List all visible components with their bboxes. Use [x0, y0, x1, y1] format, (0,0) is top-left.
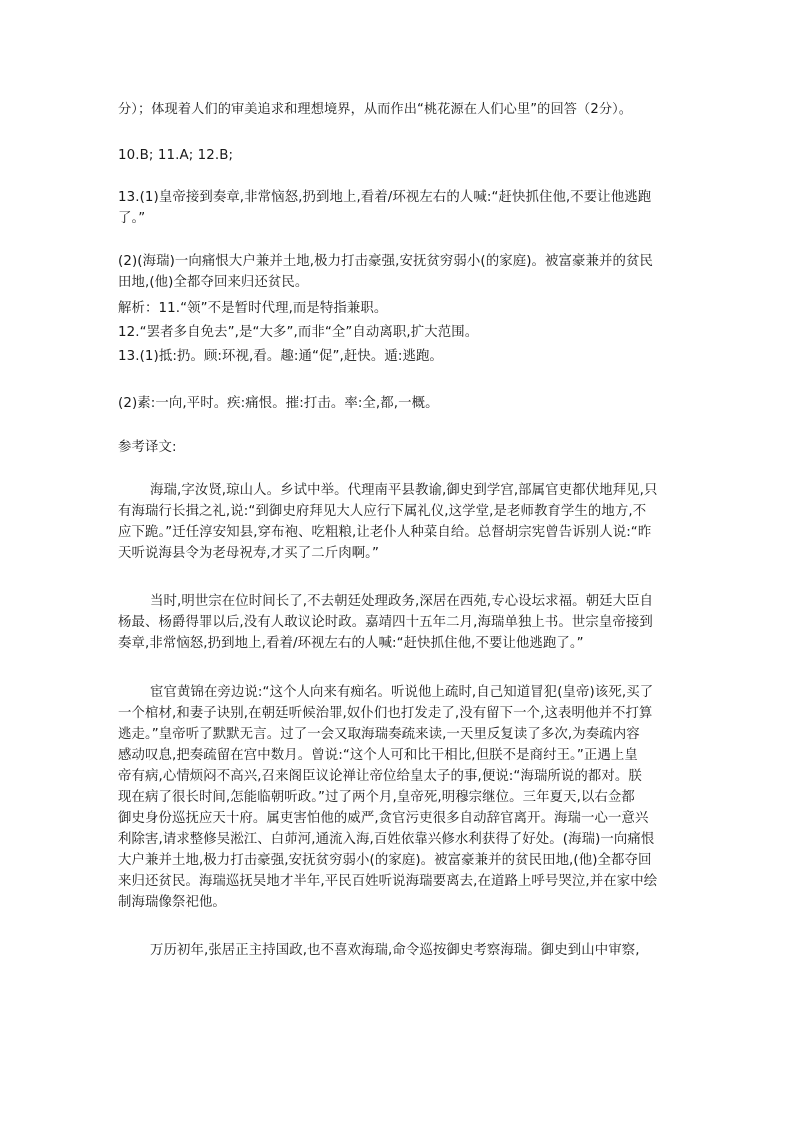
paragraph-line: 帝有病,心情烦闷不高兴,召来阁臣议论禅让帝位给皇太子的事,便说:“海瑞所说的都对。朕 — [118, 769, 642, 784]
explanation-line: 解析：11.“领”不是暂时代理,而是特指兼职。 — [118, 301, 388, 316]
paragraph-line: 逃走。”皇帝听了默默无言。过了一会又取海瑞奏疏来读,一天里反复读了多次,为奏疏内容 — [118, 727, 640, 742]
q13-2-line: 田地,(他)全都夺回来归还贫民。 — [118, 275, 309, 290]
paragraph-line: 现在病了很长时间,怎能临朝听政。”过了两个月,皇帝死,明穆宗继位。三年夏天,以右佥都 — [118, 790, 635, 805]
paragraph-line: 有海瑞行长揖之礼,说:“到御史府拜见大人应行下属礼仪,这学堂,是老师教育学生的地方,不 — [118, 504, 647, 519]
paragraph-line: 来归还贫民。海瑞巡抚吴地才半年,平民百姓听说海瑞要离去,在道路上呼号哭泣,并在家中绘 — [118, 874, 658, 889]
paragraph-line: 杨最、杨爵得罪以后,没有人敢议论时政。嘉靖四十五年二月,海瑞单独上书。世宗皇帝接到 — [118, 615, 653, 630]
translation-heading: 参考译文: — [118, 440, 177, 455]
q13-1-line: 了。” — [118, 211, 146, 226]
paragraph-line: 感动叹息,把奏疏留在宫中数月。曾说:“这个人可和比干相比,但朕不是商纣王。”正遇上皇 — [118, 748, 638, 763]
paragraph-line: 大户兼并土地,极力打击豪强,安抚贫穷弱小(的家庭)。被富豪兼并的贫民田地,(他)全都夺回 — [118, 853, 652, 868]
q13-1-line: 13.(1)皇帝接到奏章,非常恼怒,扔到地上,看着/环视左右的人喊:“赶快抓住他,不要让他逃跑 — [118, 190, 652, 205]
answer-end-line: 分）；体现着人们的审美追求和理想境界，从而作出“桃花源在人们心里”的回答（2分）。 — [118, 102, 633, 117]
paragraph-line: 奏章,非常恼怒,扔到地上,看着/环视左右的人喊:“赶快抓住他,不要让他逃跑了。” — [118, 636, 584, 651]
paragraph-line: 宦官黄锦在旁边说:“这个人向来有痴名。听说他上疏时,自己知道冒犯(皇帝)该死,买了 — [150, 685, 654, 700]
q13-2-line: (2)(海瑞)一向痛恨大户兼并土地,极力打击豪强,安抚贫穷弱小(的家庭)。被富豪兼并的贫民 — [118, 254, 653, 269]
explanation-line: 12.“罢者多自免去”,是“大多”,而非“全”自动离职,扩大范围。 — [118, 325, 479, 340]
paragraph-line: 海瑞,字汝贤,琼山人。乡试中举。代理南平县教谕,御史到学宫,部属官吏都伏地拜见,只 — [150, 483, 658, 498]
paragraph-line: 万历初年,张居正主持国政,也不喜欢海瑞,命令巡按御史考察海瑞。御史到山中审察, — [150, 943, 640, 958]
paragraph-line: 一个棺材,和妻子诀别,在朝廷听候治罪,奴仆们也打发走了,没有留下一个,这表明他并不打算 — [118, 706, 653, 721]
paragraph-line: 应下跪。”迁任淳安知县,穿布袍、吃粗粮,让老仆人种菜自给。总督胡宗宪曾告诉别人说:“昨 — [118, 525, 652, 540]
answers-line: 10.B; 11.A; 12.B; — [118, 148, 234, 163]
paragraph-line: 利除害,请求整修吴淞江、白茆河,通流入海,百姓依靠兴修水利获得了好处。(海瑞)一向痛恨 — [118, 832, 655, 847]
explanation-line: (2)素:一向,平时。疾:痛恨。摧:打击。率:全,都,一概。 — [118, 396, 439, 411]
paragraph-line: 制海瑞像祭祀他。 — [118, 895, 226, 910]
paragraph-line: 御史身份巡抚应天十府。属吏害怕他的威严,贪官污吏很多自动辞官离开。海瑞一心一意兴 — [118, 811, 649, 826]
explanation-line: 13.(1)抵:扔。顾:环视,看。趣:通“促”,赶快。遁:逃跑。 — [118, 349, 443, 364]
paragraph-line: 天听说海县令为老母祝寿,才买了二斤肉啊。” — [118, 546, 380, 561]
paragraph-line: 当时,明世宗在位时间长了,不去朝廷处理政务,深居在西苑,专心设坛求福。朝廷大臣自 — [150, 594, 654, 609]
